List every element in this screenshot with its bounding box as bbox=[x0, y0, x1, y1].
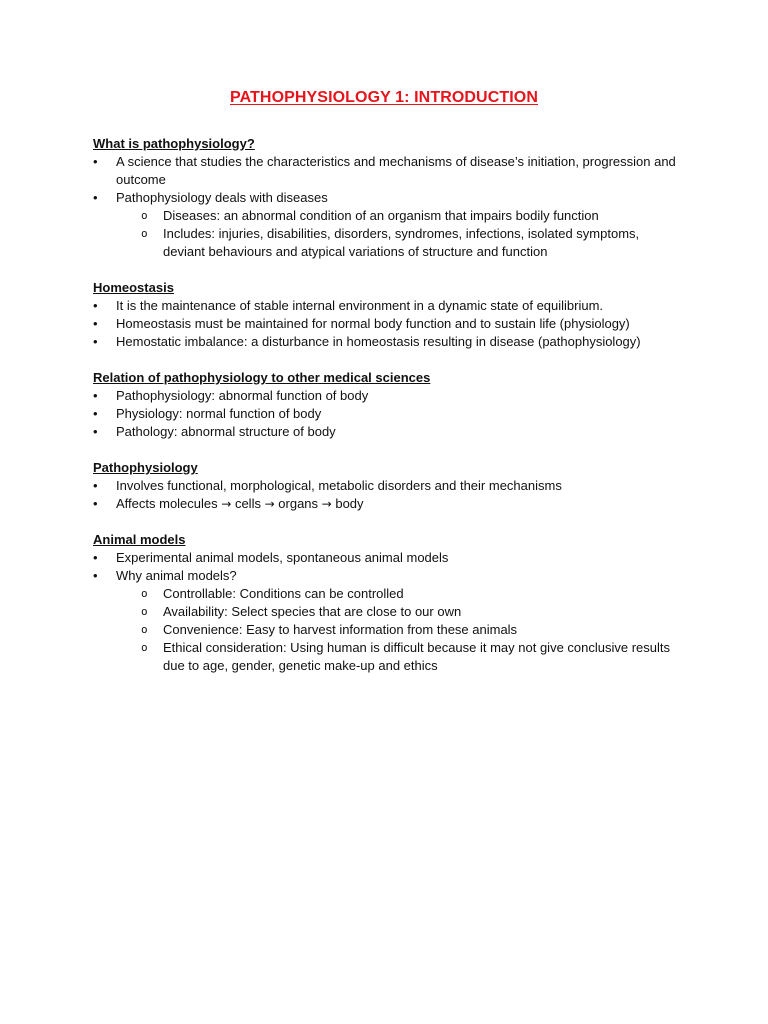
affects-organs: organs bbox=[278, 496, 319, 511]
affects-body: body bbox=[335, 496, 364, 511]
bullet-list bbox=[93, 387, 683, 441]
sub-bullet-list bbox=[116, 585, 683, 675]
section-heading: Animal models bbox=[93, 532, 186, 547]
bullet-text: Why animal models? bbox=[116, 568, 237, 583]
bullet-list bbox=[93, 297, 683, 351]
sub-bullet-item: o Ethical consideration: Using human is difficult because it may not give conclusive results due to age, gender, genetic make-up and ethics bbox=[116, 639, 683, 675]
bullet-item: • Involves functional, morphological, metabolic disorders and their mechanisms bbox=[93, 477, 683, 495]
section-heading: Relation of pathophysiology to other medical sciences bbox=[93, 370, 431, 385]
bullet-item: • It is the maintenance of stable internal environment in a dynamic state of equilibrium. bbox=[93, 297, 683, 315]
sub-bullet-item: o Availability: Select species that are close to our own bbox=[116, 603, 683, 621]
bullet-item: • A science that studies the characteristics and mechanisms of disease’s initiation, progression and outcome bbox=[93, 153, 683, 189]
affects-cells: cells bbox=[234, 496, 261, 511]
bullet-item-affects bbox=[93, 495, 683, 513]
sub-bullet-item: o Includes: injuries, disabilities, disorders, syndromes, infections, isolated symptoms, deviant behaviours and atypical variations of structure and function bbox=[116, 225, 683, 261]
bullet-item: • Pathophysiology: abnormal function of body bbox=[93, 387, 683, 405]
bullet-item: • Pathology: abnormal structure of body bbox=[93, 423, 683, 441]
section-heading: What is pathophysiology? bbox=[93, 136, 255, 151]
bullet-text: Pathophysiology deals with diseases bbox=[116, 190, 328, 205]
bullet-item bbox=[93, 189, 683, 261]
bullet-list bbox=[93, 477, 683, 513]
document-body bbox=[93, 135, 683, 675]
section-pathophysiology bbox=[93, 459, 683, 513]
bullet-item: • Hemostatic imbalance: a disturbance in homeostasis resulting in disease (pathophysiology) bbox=[93, 333, 683, 351]
arrow-right-icon: → bbox=[264, 497, 275, 511]
sub-bullet-item: o Diseases: an abnormal condition of an organism that impairs bodily function bbox=[116, 207, 683, 225]
sub-bullet-item: o Controllable: Conditions can be controlled bbox=[116, 585, 683, 603]
bullet-list bbox=[93, 549, 683, 675]
section-heading: Homeostasis bbox=[93, 280, 174, 295]
bullet-item: • Homeostasis must be maintained for normal body function and to sustain life (physiology) bbox=[93, 315, 683, 333]
section-what-is-pathophysiology bbox=[93, 135, 683, 261]
arrow-right-icon: → bbox=[321, 497, 332, 511]
document-title: PATHOPHYSIOLOGY 1: INTRODUCTION bbox=[229, 89, 538, 106]
section-relation bbox=[93, 369, 683, 441]
bullet-list bbox=[93, 153, 683, 261]
bullet-item bbox=[93, 567, 683, 675]
section-animal-models bbox=[93, 531, 683, 675]
bullet-item: • Experimental animal models, spontaneous animal models bbox=[93, 549, 683, 567]
sub-bullet-list bbox=[116, 207, 683, 261]
affects-prefix: Affects molecules bbox=[116, 496, 218, 511]
arrow-right-icon: → bbox=[221, 497, 232, 511]
bullet-item: • Physiology: normal function of body bbox=[93, 405, 683, 423]
sub-bullet-item: o Convenience: Easy to harvest information from these animals bbox=[116, 621, 683, 639]
section-homeostasis bbox=[93, 279, 683, 351]
section-heading: Pathophysiology bbox=[93, 460, 198, 475]
